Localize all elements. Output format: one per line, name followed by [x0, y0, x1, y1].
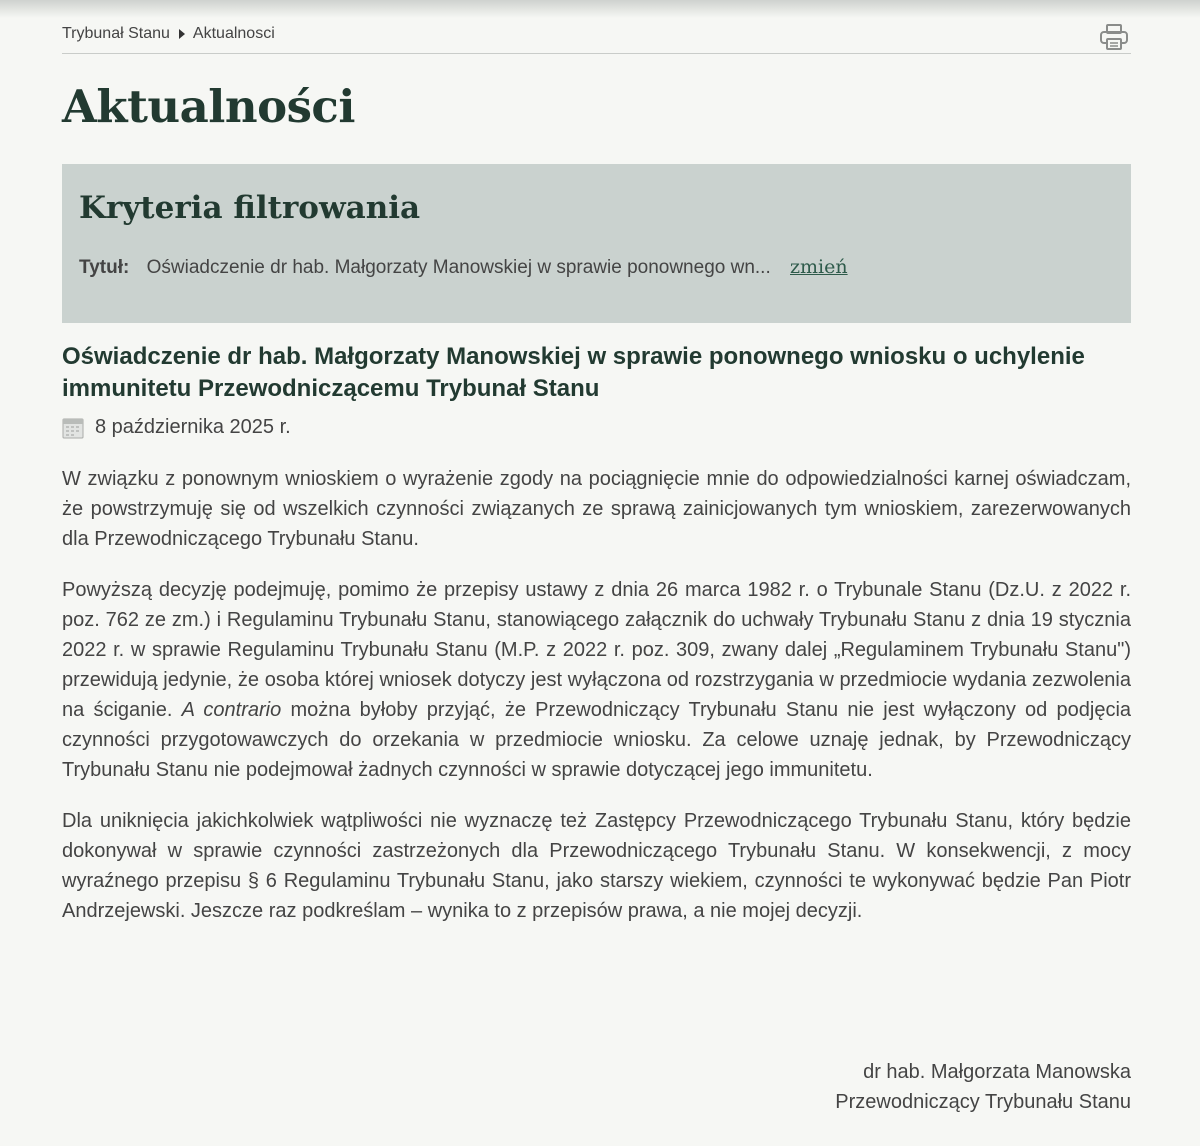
page-title: Aktualności — [62, 80, 355, 133]
paragraph-2-part-1: Powyższą decyzję podejmuję, pomimo że przepisy ustawy z dnia 26 marca 1982 r. o Trybunale Stanu (Dz.U. z 2022 r. poz. 762 ze zm.) i Regulaminu Trybunału Stanu, stanowiącego załącznik do uchwały Trybunału Stanu z dnia 19 stycznia 2022 r. w sprawie Regulaminu Trybunału Stanu (M.P. z 2022 r. poz. 309, zwany dalej „Regulaminem Trybunału Stanu") przewidują jedynie, że osoba której wniosek dotyczy jest wyłączona od rozstrzygania w przedmiocie wydania zezwolenia na ściganie. — [62, 579, 1131, 721]
change-filter-link[interactable]: zmień — [790, 256, 848, 278]
triangle-right-icon — [179, 29, 185, 39]
calendar-icon — [62, 417, 84, 439]
breadcrumb-item-current[interactable]: Aktualnosci — [192, 25, 275, 42]
breadcrumb — [62, 23, 275, 45]
signature-name: dr hab. Małgorzata Manowska — [863, 1061, 1131, 1083]
top-shadow — [0, 0, 1200, 18]
print-icon[interactable] — [1099, 23, 1129, 51]
paragraph-1: W związku z ponownym wnioskiem o wyrażenie zgody na pociągnięcie mnie do odpowiedzialności karnej oświadczam, że powstrzymuję się od wszelkich czynności związanych ze sprawą zainicjowanych tym wnioskiem, zarezerwowanych dla Przewodniczącego Trybunału Stanu. — [62, 468, 1131, 550]
signature — [835, 1057, 1131, 1117]
article-title[interactable]: Oświadczenie dr hab. Małgorzaty Manowskiej w sprawie ponownego wniosku o uchylenie immunitetu Przewodniczącemu Trybunał Stanu — [62, 343, 1085, 402]
filter-criterion-row — [79, 256, 848, 279]
breadcrumb-item-home[interactable]: Trybunał Stanu — [62, 25, 170, 42]
header-divider — [62, 53, 1131, 54]
paragraph-2 — [62, 575, 1131, 785]
article-body — [62, 464, 1131, 947]
article-date — [62, 416, 291, 439]
paragraph-2-italic: A contrario — [181, 699, 282, 721]
paragraph-3: Dla uniknięcia jakichkolwiek wątpliwości nie wyznaczę też Zastępcy Przewodniczącego Trybunału Stanu, który będzie dokonywał w sprawie czynności zastrzeżonych dla Przewodniczącego Trybunału Stanu. W konsekwencji, z mocy wyraźnego przepisu § 6 Regulaminu Trybunału Stanu, jako starszy wiekiem, czynności te wykonywać będzie Pan Piotr Andrzejewski. Jeszcze raz podkreślam – wynika to z przepisów prawa, a nie mojej decyzji. — [62, 810, 1131, 922]
filter-label: Tytuł: — [79, 257, 130, 278]
filter-panel — [62, 164, 1131, 323]
filter-heading: Kryteria filtrowania — [79, 190, 421, 226]
signature-role: Przewodniczący Trybunału Stanu — [835, 1091, 1131, 1113]
article-date-text: 8 października 2025 r. — [95, 416, 291, 438]
paragraph-2-part-2: można byłoby przyjąć, że Przewodniczący Trybunału Stanu nie jest wyłączony od podjęcia czynności przygotowawczych do orzekania w przedmiocie wniosku. Za celowe uznaję jednak, by Przewodniczący Trybunału Stanu nie podejmował żadnych czynności w sprawie dotyczącej jego immunitetu. — [62, 699, 1132, 781]
filter-value: Oświadczenie dr hab. Małgorzaty Manowskiej w sprawie ponownego wn... — [146, 257, 771, 278]
